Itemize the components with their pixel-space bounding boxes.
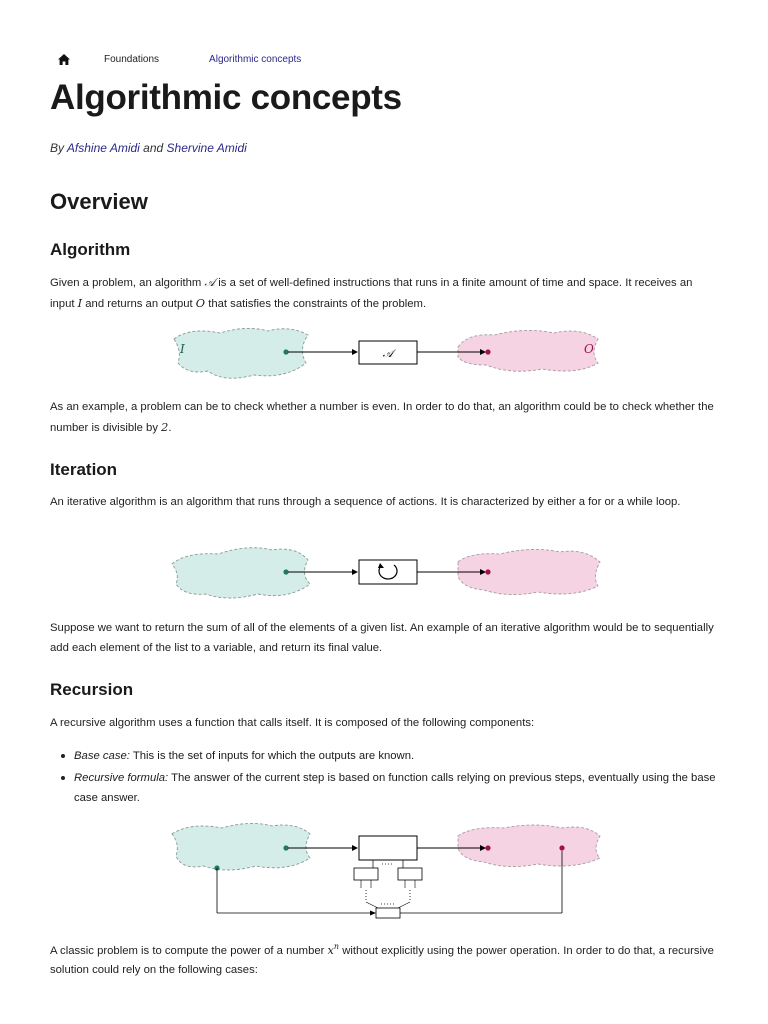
recursion-paragraph-2 [50, 937, 720, 981]
byline-conjunction: and [143, 141, 164, 155]
breadcrumb-foundations[interactable]: Foundations [104, 53, 160, 65]
bullet-text: The answer of the current step is based on function calls relying on previous steps, eventually using the base case answer. [74, 772, 716, 804]
math-power-symbol [328, 944, 340, 957]
text: without explicitly using the power operation. In order to do that, a recursive solution could rely on the following cases: [50, 944, 714, 977]
home-icon [58, 54, 70, 65]
math-number-two: 2 [161, 420, 169, 434]
algorithm-paragraph-1 [50, 273, 720, 314]
arrowhead [352, 569, 358, 575]
section-recursion-heading: Recursion [50, 680, 134, 699]
algorithm-diagram [168, 323, 608, 385]
input-dot [283, 569, 288, 574]
section-overview-heading: Overview [50, 189, 148, 214]
input-dot [283, 845, 288, 850]
breadcrumb [50, 50, 718, 68]
arrowhead [370, 911, 376, 916]
author-link-afshine[interactable]: Afshine Amidi [66, 141, 140, 155]
arrowhead [352, 349, 358, 355]
bullet-term: Recursive formula: [74, 772, 169, 784]
text: and returns an output [85, 297, 193, 310]
text: that satisfies the constraints of the problem. [208, 297, 427, 310]
algorithm-paragraph-2 [50, 398, 720, 438]
base-case-box [376, 908, 400, 918]
breadcrumb-current[interactable]: Algorithmic concepts [209, 53, 302, 65]
recursion-diagram [168, 820, 608, 922]
output-dot [559, 845, 564, 850]
list-item [50, 768, 720, 808]
bullet-text: This is the set of inputs for which the outputs are known. [132, 750, 415, 762]
section-iteration-heading: Iteration [50, 460, 118, 479]
math-input-symbol: I [77, 296, 83, 310]
iteration-paragraph-2: Suppose we want to return the sum of all of the elements of a given list. An example of an iterative algorithm would be to sequentially add each element of the list to a variable, and return its final value. [50, 622, 714, 654]
subcall-box-right [398, 868, 422, 880]
input-dot [283, 349, 288, 354]
loop-box [359, 560, 417, 584]
byline [50, 141, 247, 155]
text: is a set of well-defined instructions that runs in a finite amount of time and space. It receives an input [50, 277, 693, 310]
algorithm-box-label: 𝒜 [382, 347, 394, 360]
arrowhead [352, 845, 358, 851]
section-algorithm-heading: Algorithm [50, 240, 131, 259]
math-output-symbol: O [195, 296, 206, 310]
recursion-paragraph-1: A recursive algorithm uses a function that calls itself. It is composed of the following components: [50, 717, 535, 729]
bullet-term: Base case: [74, 750, 130, 762]
input-blob [172, 548, 310, 598]
recursion-components-list [50, 746, 720, 810]
output-blob [458, 330, 598, 371]
output-dot [485, 845, 490, 850]
output-dot [485, 569, 490, 574]
input-blob [172, 823, 310, 870]
text: . [168, 421, 172, 434]
page-title: Algorithmic concepts [50, 78, 402, 117]
text: A classic problem is to compute the power of a number [50, 944, 325, 957]
home-link[interactable] [50, 54, 78, 65]
list-item [50, 746, 720, 766]
subcall-link [398, 902, 410, 908]
subcall-link [366, 902, 378, 908]
text: Given a problem, an algorithm [50, 277, 202, 289]
iteration-paragraph-1: An iterative algorithm is an algorithm that runs through a sequence of actions. It is characterized by either a for or a while loop. [50, 496, 681, 508]
output-dot [485, 349, 490, 354]
text: As an example, a problem can be to check whether a number is even. In order to do that, an algorithm could be to check whether the number is divisible by [50, 401, 714, 434]
math-exponent: n [333, 942, 340, 951]
diagram-input-label: I [180, 342, 185, 356]
function-box [359, 836, 417, 860]
diagram-output-label: O [584, 342, 594, 356]
subcall-box-left [354, 868, 378, 880]
math-base: x [327, 943, 334, 957]
output-blob [458, 825, 600, 867]
byline-prefix: By [50, 141, 65, 155]
author-link-shervine[interactable]: Shervine Amidi [166, 141, 247, 155]
iteration-diagram [168, 544, 608, 602]
math-algorithm-symbol: 𝒜 [204, 276, 216, 289]
